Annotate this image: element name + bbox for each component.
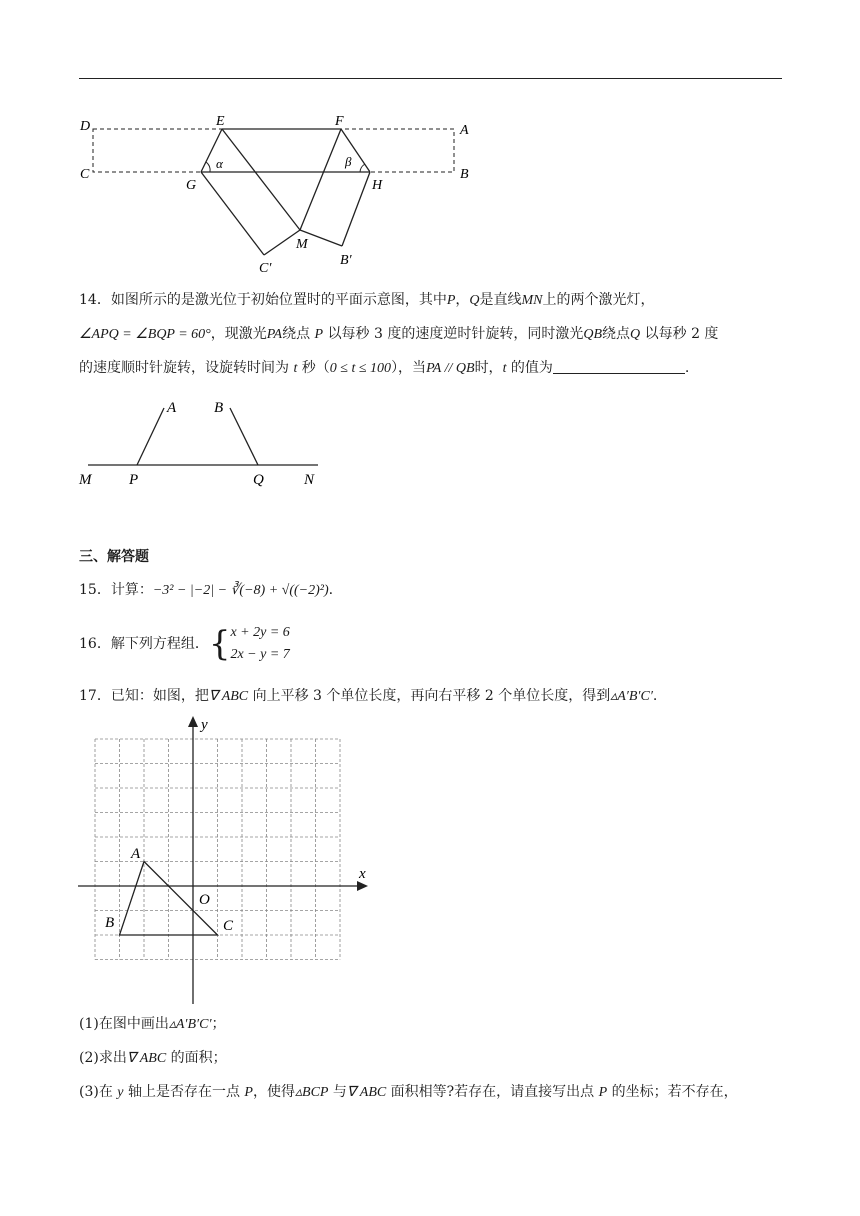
- q14-text: 秒（: [301, 360, 330, 376]
- vertex-B-label: B: [105, 915, 115, 931]
- q14-text: 绕点: [602, 326, 631, 342]
- q14-text: P: [446, 293, 456, 308]
- q14-text: Q: [469, 293, 480, 308]
- q14-text: 的速度顺时针旋转，设旋转时间为: [79, 360, 289, 376]
- equation-system: [230, 622, 289, 666]
- label-N: N: [304, 472, 315, 488]
- q14-text: 以每秒 3 度的速度逆时针旋转，同时激光: [327, 326, 584, 342]
- figure-q14: [70, 392, 340, 492]
- q17-text: 17．已知：如图，把: [79, 688, 209, 704]
- q17-text: 面积相等?若存在，请直接写出点: [390, 1084, 595, 1100]
- ray-PA: [137, 408, 164, 465]
- q17-text: ，使得: [252, 1084, 295, 1100]
- y-axis-arrow: [188, 716, 198, 727]
- q14-line1: [79, 290, 655, 311]
- vertex-A-label: A: [131, 846, 141, 862]
- q15-prefix: 15．计算：: [79, 582, 153, 598]
- label-Q: Q: [253, 472, 264, 488]
- q14-text: 是直线: [479, 292, 522, 308]
- q17-text: P: [244, 1085, 253, 1100]
- q17-triangle: ∇ ABC: [126, 1051, 167, 1066]
- q14-text: QB: [583, 327, 603, 342]
- label-B: B: [214, 400, 224, 416]
- q16: [79, 622, 290, 666]
- q17-part1: [79, 1014, 226, 1035]
- q14-math: ∠APQ = ∠BQP = 60°: [79, 327, 211, 342]
- q17-text: P: [598, 1085, 608, 1100]
- q17-text: ；: [211, 1016, 226, 1032]
- q17-part2: [79, 1048, 227, 1069]
- q17-text: 的坐标；若不存在，: [611, 1084, 738, 1100]
- origin-label: O: [199, 892, 210, 908]
- q14-text: MN: [521, 293, 543, 308]
- q14-text: t: [293, 361, 298, 376]
- system-brace: {: [208, 624, 231, 664]
- q14-line2: [79, 324, 718, 345]
- q14-text: .: [684, 360, 690, 376]
- q14-text: P: [314, 327, 324, 342]
- answer-blank[interactable]: [553, 359, 685, 374]
- q14-text: 绕点: [282, 326, 311, 342]
- q17-text: y: [117, 1085, 124, 1100]
- q17-text: 的面积；: [170, 1050, 227, 1066]
- q14-line3: [79, 358, 689, 379]
- label-A: A: [460, 123, 469, 138]
- angle-alpha-arc: [206, 162, 210, 172]
- label-D: D: [80, 119, 91, 134]
- segment-C-prime-M: [264, 230, 300, 255]
- q14-text: 时，: [474, 360, 503, 376]
- label-C-prime: C′: [259, 261, 272, 276]
- q17-text: (1)在图中画出: [79, 1016, 169, 1032]
- label-M: M: [79, 472, 92, 488]
- q17-triangle: ▵BCP: [294, 1085, 329, 1100]
- q14-text: Q: [630, 327, 641, 342]
- q17-part3: [79, 1082, 738, 1103]
- segment-FM: [300, 129, 341, 230]
- q14-math: PA // QB: [426, 361, 475, 376]
- label-G: G: [186, 178, 197, 193]
- q17-text: .: [652, 688, 658, 704]
- q17-text: (3)在: [79, 1084, 113, 1100]
- vertex-C-label: C: [223, 918, 234, 934]
- segment-HB-prime: [342, 172, 370, 246]
- y-axis-label: y: [201, 717, 208, 733]
- q14-text: 的值为: [510, 360, 553, 376]
- q17-triangle: ▵A′B′C′: [168, 1017, 212, 1032]
- x-axis-arrow: [357, 881, 368, 891]
- segment-GC-prime: [201, 172, 264, 255]
- x-axis-label: x: [359, 866, 366, 882]
- q14-text: t: [502, 361, 507, 376]
- q14-text: ），当: [391, 360, 427, 376]
- q14-text: ，现激光: [210, 326, 267, 342]
- q15: [79, 580, 333, 601]
- label-C: C: [80, 167, 90, 182]
- q14-text: PA: [266, 327, 283, 342]
- label-B-prime: B′: [340, 253, 352, 268]
- figure-q13: [70, 108, 490, 283]
- q17-text: 轴上是否存在一点: [127, 1084, 240, 1100]
- q14-text: 上的两个激光灯，: [542, 292, 655, 308]
- label-alpha: α: [216, 156, 223, 171]
- q17-text: 与: [332, 1084, 347, 1100]
- label-P: P: [129, 472, 139, 488]
- label-beta: β: [345, 154, 352, 169]
- q16-prefix: 16．解下列方程组．: [79, 636, 209, 652]
- label-A: A: [167, 400, 177, 416]
- coordinate-grid: [70, 712, 380, 1012]
- q14-text: ，: [455, 292, 470, 308]
- label-B: B: [460, 167, 469, 182]
- header-rule: [79, 78, 782, 79]
- equation-1: x + 2y = 6: [230, 625, 290, 640]
- q17-text: 向上平移 3 个单位长度，再向右平移 2 个单位长度，得到: [252, 688, 611, 704]
- equation-2: 2x − y = 7: [230, 647, 290, 662]
- label-F: F: [335, 114, 344, 129]
- q14-math: 0 ≤ t ≤ 100: [329, 361, 392, 376]
- angle-beta-arc: [360, 164, 365, 172]
- q17-text: (2)求出: [79, 1050, 127, 1066]
- q17-triangle: ∇ ABC: [346, 1085, 387, 1100]
- dashed-rectangle: [93, 129, 454, 172]
- ray-QB: [230, 408, 258, 465]
- q14-text: 14．如图所示的是激光位于初始位置时的平面示意图，其中: [79, 292, 447, 308]
- q17-triangle: ∇ ABC: [208, 689, 249, 704]
- q17-intro: [79, 686, 657, 707]
- q15-suffix: .: [328, 582, 334, 598]
- label-M: M: [296, 237, 308, 252]
- q14-text: 以每秒 2 度: [644, 326, 719, 342]
- label-H: H: [372, 178, 383, 193]
- q17-triangle: ▵A′B′C′: [610, 689, 653, 704]
- section-heading: 三、解答题: [79, 549, 149, 565]
- q15-expression: −3² − |−2| − ∛(−8) + √((−2)²): [152, 583, 329, 598]
- label-E: E: [216, 114, 225, 129]
